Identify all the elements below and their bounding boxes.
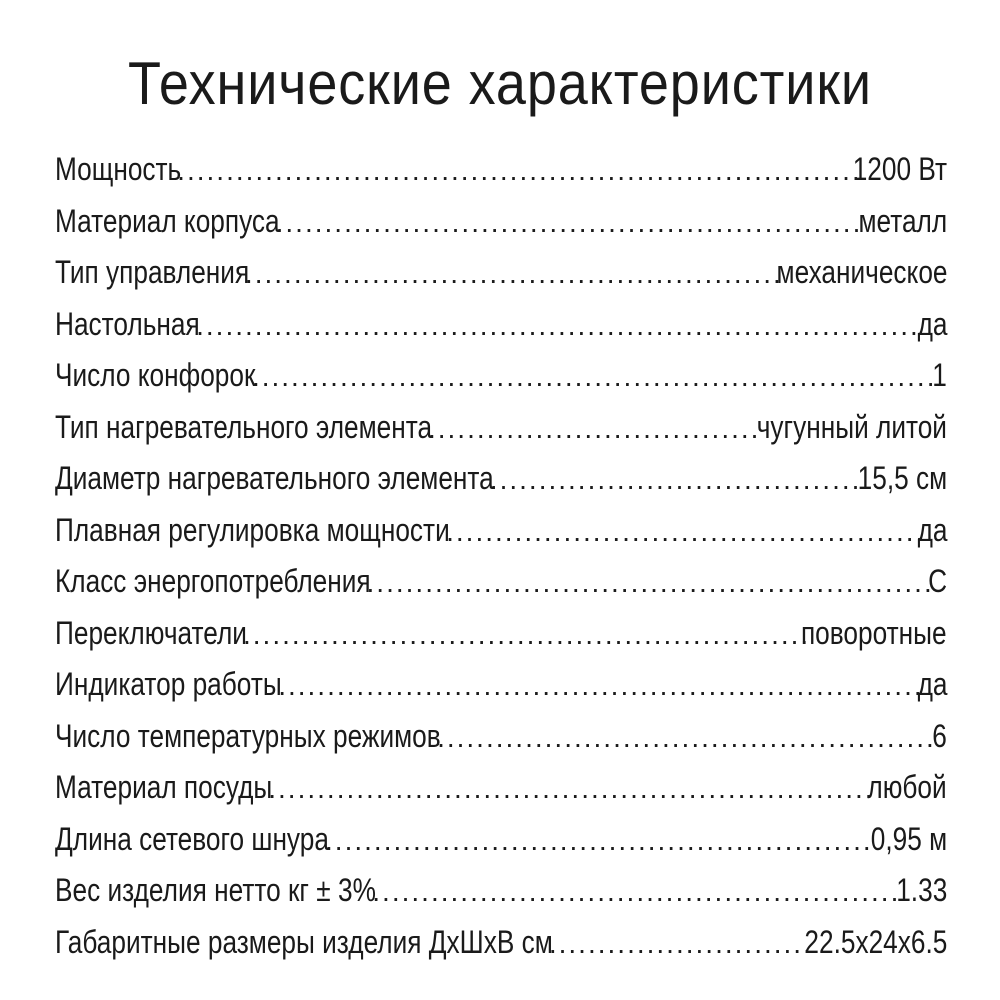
spec-row-switches (55, 608, 947, 660)
spec-label: Класс энергопотребления (55, 563, 371, 599)
dot-leader (490, 454, 862, 506)
spec-row-power-indicator (55, 659, 947, 711)
spec-label: Габаритные размеры изделия ДхШхВ см (55, 923, 553, 960)
spec-label: Индикатор работы (55, 666, 282, 702)
page-title: Технические характеристики (128, 50, 872, 117)
dot-leader (367, 557, 932, 609)
dot-leader (278, 660, 920, 712)
dot-leader (245, 248, 781, 300)
spec-row-smooth-power-control (55, 505, 947, 557)
spec-label: Диаметр нагревательного элемента (55, 460, 494, 496)
spec-row-cord-length (55, 814, 947, 866)
spec-value: металл (858, 202, 947, 239)
spec-row-energy-class (55, 556, 947, 608)
dot-leader (196, 300, 921, 352)
spec-label: Материал посуды (55, 769, 273, 805)
dot-leader (446, 506, 921, 558)
spec-value: да (917, 511, 947, 548)
spec-row-burner-count (55, 350, 947, 402)
spec-row-body-material (55, 196, 947, 248)
spec-row-net-weight (55, 865, 947, 917)
spec-value: да (917, 666, 947, 702)
spec-value: 15,5 см (857, 460, 947, 496)
spec-label: Тип управления (55, 254, 250, 290)
spec-label: Плавная регулировка мощности (55, 511, 450, 548)
spec-row-temperature-modes (55, 711, 947, 763)
spec-value: чугунный литой (756, 408, 947, 445)
spec-row-control-type (55, 247, 947, 299)
spec-value: С (928, 563, 947, 599)
spec-label: Материал корпуса (55, 202, 280, 239)
dot-leader (372, 866, 899, 918)
spec-value: механическое (776, 254, 947, 290)
dot-leader (549, 918, 808, 970)
spec-label: Переключатели (55, 614, 247, 651)
spec-value: любой (867, 769, 947, 805)
spec-label: Число конфорок (55, 357, 256, 393)
dot-leader (243, 609, 806, 661)
spec-value: поворотные (801, 614, 947, 651)
spec-value: 1 (932, 357, 947, 393)
spec-row-dimensions (55, 917, 947, 969)
dot-leader (325, 815, 874, 867)
dot-leader (177, 145, 856, 197)
spec-label: Настольная (55, 305, 200, 342)
spec-value: да (917, 305, 947, 342)
spec-list (55, 144, 947, 968)
spec-value: 0,95 м (870, 820, 947, 857)
dot-leader (428, 403, 761, 455)
spec-label: Мощность (55, 151, 182, 187)
dot-leader (252, 351, 937, 403)
spec-label: Число температурных режимов (55, 717, 441, 754)
spec-row-heating-element-diameter (55, 453, 947, 505)
spec-row-heating-element-type (55, 402, 947, 454)
spec-row-power (55, 144, 947, 196)
spec-label: Вес изделия нетто кг ± 3% (55, 872, 376, 908)
dot-leader (268, 763, 872, 815)
spec-row-tabletop (55, 299, 947, 351)
spec-label: Тип нагревательного элемента (55, 408, 433, 445)
dot-leader (276, 197, 863, 249)
spec-row-cookware-material (55, 762, 947, 814)
spec-value: 1.33 (895, 872, 947, 908)
spec-value: 22.5x24x6.5 (804, 923, 947, 960)
dot-leader (437, 712, 937, 764)
spec-label: Длина сетевого шнура (55, 820, 329, 857)
spec-value: 1200 Вт (852, 151, 947, 187)
spec-value: 6 (932, 717, 947, 754)
